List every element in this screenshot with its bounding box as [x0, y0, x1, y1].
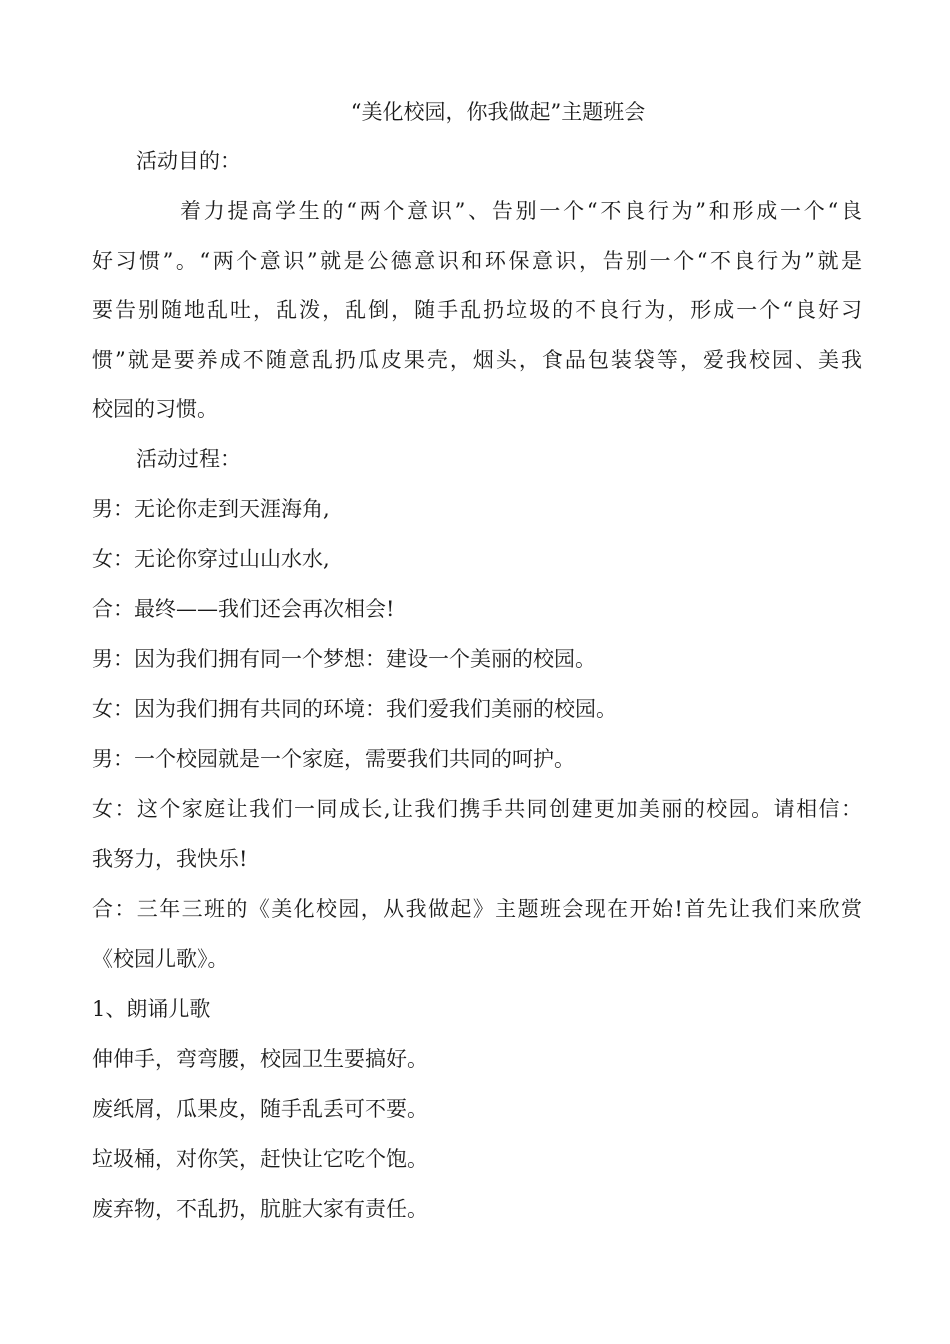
process-heading: 活动过程：	[136, 446, 241, 471]
purpose-line: 要告别随地乱吐，乱泼，乱倒，随手乱扔垃圾的不良行为，形成一个“良好习	[92, 298, 862, 322]
poem-line: 废弃物，不乱扔，肮脏大家有责任。	[92, 1196, 428, 1221]
dialogue-line: 合：三年三班的《美化校园，从我做起》主题班会现在开始!首先让我们来欣赏	[92, 896, 862, 921]
dialogue-line: 女：无论你穿过山山水水,	[92, 546, 330, 571]
dialogue-section	[92, 491, 862, 991]
purpose-heading: 活动目的：	[136, 149, 241, 173]
dialogue-line: 我努力，我快乐!	[92, 846, 248, 871]
purpose-line: 惯”就是要养成不随意乱扔瓜皮果壳，烟头，食品包装袋等，爱我校园、美我	[92, 347, 862, 372]
recitation-heading: 1、朗诵儿歌	[92, 996, 211, 1021]
dialogue-line: 男：无论你走到天涯海角,	[92, 496, 330, 521]
recitation-section	[92, 991, 862, 1241]
document-body	[92, 143, 862, 1241]
purpose-paragraph	[92, 193, 862, 441]
poem-line: 垃圾桶，对你笑，赶快让它吃个饱。	[92, 1146, 428, 1171]
purpose-line: 校园的习惯。	[92, 397, 218, 421]
dialogue-line: 男：一个校园就是一个家庭，需要我们共同的呵护。	[92, 746, 575, 771]
document-title: “美化校园，你我做起”主题班会	[350, 100, 646, 124]
purpose-line: 好习惯”。“两个意识”就是公德意识和环保意识，告别一个“不良行为”就是	[92, 248, 862, 273]
dialogue-line: 合：最终——我们还会再次相会!	[92, 596, 395, 621]
dialogue-line: 女：因为我们拥有共同的环境：我们爱我们美丽的校园。	[92, 696, 617, 721]
dialogue-line: 男：因为我们拥有同一个梦想：建设一个美丽的校园。	[92, 646, 596, 671]
poem-line: 伸伸手，弯弯腰，校园卫生要搞好。	[92, 1046, 428, 1071]
dialogue-line: 女：这个家庭让我们一同成长,让我们携手共同创建更加美丽的校园。请相信：	[92, 796, 862, 821]
dialogue-line: 《校园儿歌》。	[92, 946, 229, 971]
poem-line: 废纸屑，瓜果皮，随手乱丢可不要。	[92, 1096, 428, 1121]
purpose-line: 着力提高学生的“两个意识”、告别一个“不良行为”和形成一个“良	[180, 199, 862, 223]
